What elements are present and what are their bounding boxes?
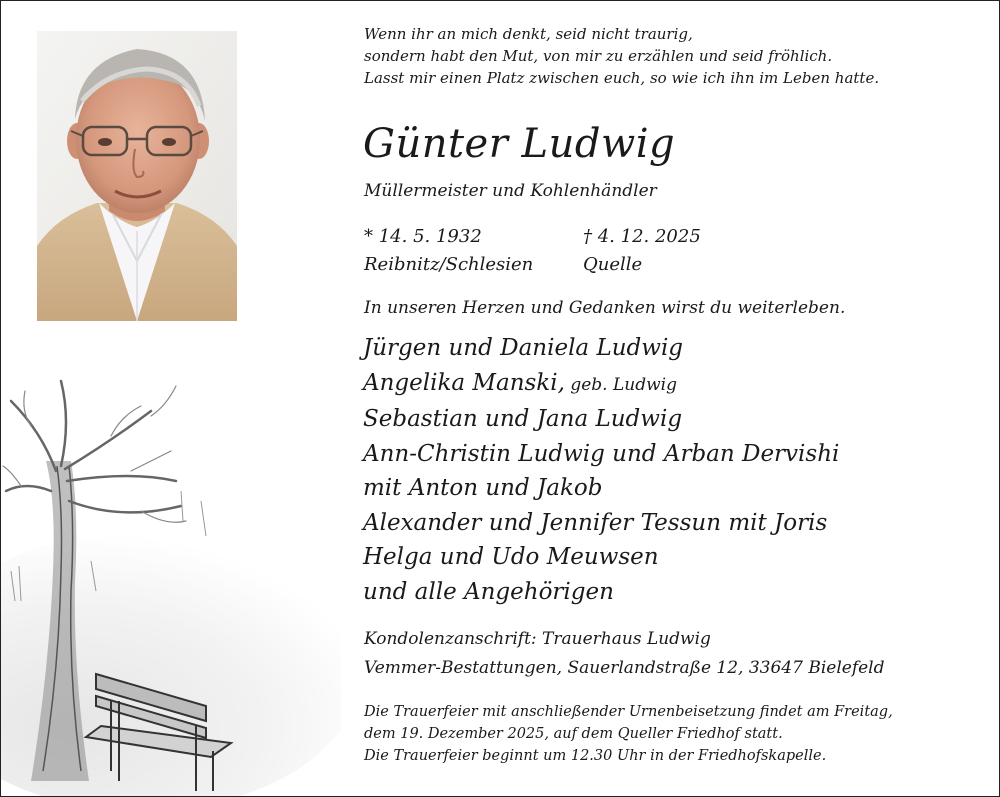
service-line: Die Trauerfeier beginnt um 12.30 Uhr in der Friedhofskapelle.: [364, 748, 827, 764]
mourner-line: [363, 366, 839, 403]
death-date: † 4. 12. 2025: [583, 226, 701, 247]
poem-line: sondern habt den Mut, von mir zu erzählen und seid fröhlich.: [364, 47, 833, 65]
funeral-service-info: [364, 701, 893, 767]
motto: In unseren Herzen und Gedanken wirst du weiterleben.: [364, 298, 846, 318]
mourners-list: [363, 331, 839, 609]
death-place: Quelle: [583, 254, 643, 275]
service-line: dem 19. Dezember 2025, auf dem Queller Friedhof statt.: [364, 726, 783, 742]
tree-bench-illustration: [1, 371, 341, 796]
mourner-name: Angelika Manski,: [363, 369, 565, 396]
birth-place: Reibnitz/Schlesien: [364, 254, 534, 275]
deceased-profession: Müllermeister und Kohlenhändler: [364, 181, 657, 201]
mourner-line: Sebastian und Jana Ludwig: [363, 406, 683, 432]
maiden-name: geb. Ludwig: [564, 374, 677, 395]
mourner-line: mit Anton und Jakob: [363, 475, 603, 501]
death-info: [583, 223, 701, 279]
birth-date: * 14. 5. 1932: [364, 226, 482, 247]
address-line: Kondolenzanschrift: Trauerhaus Ludwig: [364, 629, 711, 649]
mourner-line: Ann-Christin Ludwig und Arban Dervishi: [363, 440, 840, 467]
poem-line: Lasst mir einen Platz zwischen euch, so wie ich ihn im Leben hatte.: [364, 69, 880, 87]
birth-info: [364, 223, 533, 279]
service-line: Die Trauerfeier mit anschließender Urnenbeisetzung findet am Freitag,: [364, 704, 893, 720]
mourner-line: Alexander und Jennifer Tessun mit Joris: [363, 509, 828, 536]
deceased-name: Günter Ludwig: [363, 121, 676, 167]
condolence-address: [364, 625, 885, 683]
poem-line: Wenn ihr an mich denkt, seid nicht traurig,: [364, 25, 693, 43]
mourner-line: Helga und Udo Meuwsen: [363, 544, 659, 570]
address-line: Vemmer-Bestattungen, Sauerlandstraße 12, 33647 Bielefeld: [364, 658, 885, 678]
mourner-line: Jürgen und Daniela Ludwig: [363, 335, 684, 361]
mourner-line: und alle Angehörigen: [363, 578, 614, 605]
portrait-photo: [37, 31, 237, 321]
poem: [364, 23, 984, 89]
